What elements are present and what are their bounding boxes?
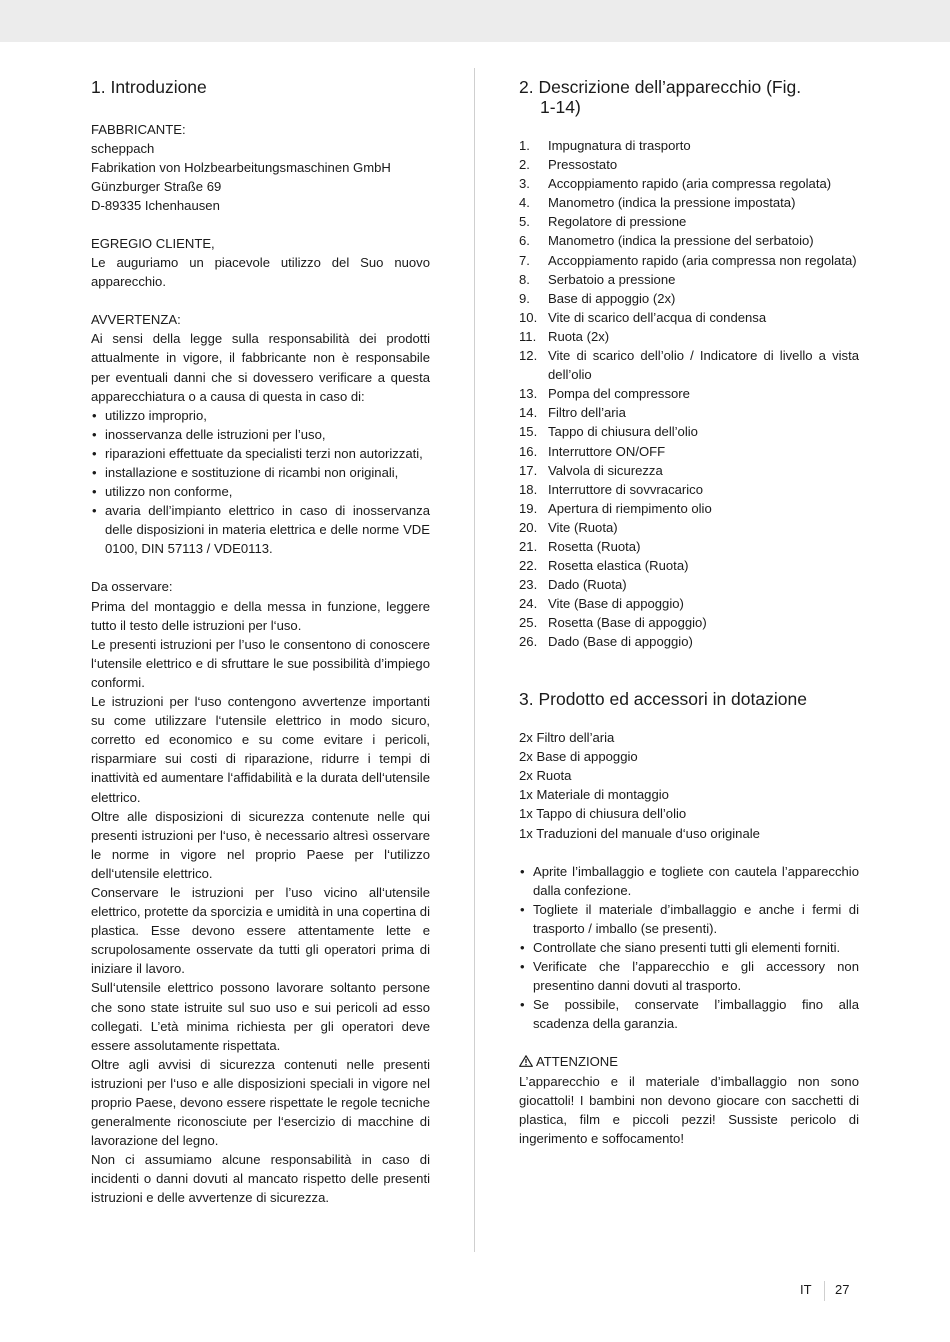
item-number: 1. [519, 138, 530, 153]
item-text: Filtro dell’aria [548, 405, 626, 421]
item-number: 8. [519, 271, 530, 287]
list-item [519, 480, 859, 499]
item-number: 21. [519, 538, 538, 554]
list-item [519, 231, 859, 250]
observe-paragraph: Oltre agli avvisi di sicurezza contenuti nelle presenti istruzioni per l‘uso e alle disposizioni speciali in vigore nel proprio Paese, devono essere rispettate le regole tecniche generalmente riconosciute per l‘esercizio di macchine di lavorazione del legno. [91, 1056, 430, 1149]
list-item [519, 613, 859, 632]
observe-paragraph: Sull‘utensile elettrico possono lavorare soltanto persone che sono state istruite sul suo uso e sui pericoli ad esso collegati. L’età minima richiesta per gli operatori deve essere assolutamente rispettata. [91, 980, 430, 1053]
list-item: • inosservanza delle istruzioni per l’uso, [91, 425, 430, 444]
item-number: 6. [519, 233, 530, 249]
item-number: 15. [519, 424, 538, 440]
item-text: Accoppiamento rapido (aria compressa non regolata) [548, 252, 857, 268]
item-text: Serbatoio a pressione [548, 271, 676, 287]
item-text: Vite (Ruota) [548, 519, 618, 535]
address-line: Günzburger Straße 69 [91, 178, 222, 194]
list-item: • installazione e sostituzione di ricambi non originali, [91, 463, 430, 482]
top-margin-band [0, 0, 950, 42]
list-item: • Controllate che siano presenti tutti gli elementi forniti. [519, 938, 859, 957]
item-number: 26. [519, 634, 538, 650]
list-item: • Togliete il materiale d’imballaggio e anche i fermi di trasporto / imballo (se presenti). [519, 900, 859, 938]
item-text: Regolatore di pressione [548, 214, 687, 230]
item-number: 24. [519, 596, 538, 612]
list-item [519, 499, 859, 518]
observe-paragraph: Le istruzioni per l‘uso contengono avvertenze importanti su come utilizzare l‘utensile elettrico in modo sicuro, corretto ed economico e su come evitare i pericoli, risparmiare sui costi di riparazione, ridurre i tempi di inattività ed aumentare l‘affidabilità e la durata dell‘utensile elettrico. [91, 694, 430, 805]
left-column [91, 78, 430, 1208]
list-item [519, 270, 859, 289]
list-item [519, 422, 859, 441]
item-number: 19. [519, 500, 538, 516]
section-title-introduction: 1. Introduzione [91, 77, 207, 97]
item-number: 7. [519, 252, 530, 268]
unpacking-list [519, 862, 859, 1034]
list-item [519, 518, 859, 537]
observe-paragraph: Non ci assumiamo alcune responsabilità in caso di incidenti o danni dovuti al mancato rispetto delle presenti istruzioni e delle avvertenze di sicurezza. [91, 1152, 430, 1206]
attention-heading [519, 1052, 859, 1071]
item-number: 2. [519, 157, 530, 173]
footer-language-code: IT [800, 1282, 812, 1297]
list-item: 2x Ruota [519, 768, 572, 784]
observe-label: Da osservare: [91, 579, 173, 595]
list-item [519, 327, 859, 346]
item-text: Interruttore di sovvracarico [548, 481, 704, 497]
item-number: 10. [519, 309, 538, 325]
observe-paragraph: Oltre alle disposizioni di sicurezza contenute nelle qui presenti istruzioni per l‘uso, è necessario altresì osservare le norme in vigore nel proprio Paese per l‘utilizzo dell‘utensile elettrico. [91, 808, 430, 881]
list-item [519, 251, 859, 270]
section-title-description-line1: 2. Descrizione dell’apparecchio (Fig. [519, 77, 802, 97]
scope-list [519, 728, 859, 843]
customer-text: Le auguriamo un piacevole utilizzo del Suo nuovo apparecchio. [91, 255, 430, 290]
item-text: Dado (Base di appoggio) [548, 634, 693, 650]
item-text: Vite di scarico dell’acqua di condensa [548, 309, 767, 325]
warning-label: AVVERTENZA: [91, 312, 181, 328]
item-number: 5. [519, 214, 530, 230]
right-column [519, 78, 859, 1148]
list-item: • Se possibile, conservate l’imballaggio fino alla scadenza della garanzia. [519, 995, 859, 1033]
list-item: • utilizzo improprio, [91, 406, 430, 425]
item-text: Impugnatura di trasporto [548, 138, 691, 153]
item-number: 16. [519, 443, 538, 459]
attention-label: ATTENZIONE [536, 1054, 618, 1070]
item-number: 3. [519, 176, 530, 192]
item-text: Rosetta elastica (Ruota) [548, 558, 689, 574]
list-item: 1x Traduzioni del manuale d‘uso originale [519, 825, 760, 841]
list-item [519, 403, 859, 422]
item-number: 12. [519, 348, 538, 364]
list-item: 2x Filtro dell’aria [519, 730, 615, 746]
warning-list [91, 406, 430, 559]
list-item [519, 594, 859, 613]
list-item [519, 556, 859, 575]
list-item: • Verificate che l’apparecchio e gli accessory non presentino danni dovuti al trasporto. [519, 957, 859, 995]
list-item: 1x Tappo di chiusura dell’olio [519, 806, 687, 822]
list-item: 2x Base di appoggio [519, 749, 638, 765]
item-text: Rosetta (Base di appoggio) [548, 615, 707, 631]
footer-separator [824, 1281, 825, 1301]
item-text: Interruttore ON/OFF [548, 443, 666, 459]
item-text: Pressostato [548, 157, 618, 173]
manufacturer-address [91, 139, 430, 215]
item-number: 11. [519, 328, 537, 344]
item-text: Vite (Base di appoggio) [548, 596, 684, 612]
list-item [519, 461, 859, 480]
item-text: Tappo di chiusura dell’olio [548, 424, 698, 440]
list-item: • riparazioni effettuate da specialisti terzi non autorizzati, [91, 444, 430, 463]
item-number: 18. [519, 481, 538, 497]
list-item [519, 289, 859, 308]
list-item [519, 212, 859, 231]
list-item: 1x Materiale di montaggio [519, 787, 669, 803]
observe-paragraph: Prima del montaggio e della messa in funzione, leggere tutto il testo delle istruzioni per l‘uso. [91, 598, 430, 633]
list-item [519, 632, 859, 651]
list-item [519, 155, 859, 174]
address-line: D-89335 Ichenhausen [91, 197, 220, 213]
list-item: • avaria dell’impianto elettrico in caso di inosservanza delle disposizioni in materia elettrica e delle norme VDE 0100, DIN 57113 / VDE0113. [91, 501, 430, 558]
list-item: • utilizzo non conforme, [91, 482, 430, 501]
item-text: Rosetta (Ruota) [548, 538, 641, 554]
parts-list [519, 136, 859, 652]
column-divider [474, 68, 475, 1252]
item-number: 20. [519, 519, 538, 535]
observe-paragraph: Le presenti istruzioni per l’uso le consentono di conoscere l‘utensile elettrico e di sfruttare le sue possibilità d’impiego conformi. [91, 636, 430, 690]
item-text: Base di appoggio (2x) [548, 290, 676, 306]
item-number: 9. [519, 290, 530, 306]
item-text: Pompa del compressore [548, 386, 690, 402]
section-title-description-line2: 1-14) [540, 96, 581, 117]
list-item [519, 537, 859, 556]
item-text: Apertura di riempimento olio [548, 500, 712, 516]
item-number: 22. [519, 558, 538, 574]
section-title-scope-of-delivery: 3. Prodotto ed accessori in dotazione [519, 688, 807, 709]
section-title-description [519, 78, 859, 117]
item-number: 17. [519, 462, 538, 478]
item-number: 25. [519, 615, 538, 631]
list-item [519, 346, 859, 384]
item-text: Dado (Ruota) [548, 577, 627, 593]
list-item: • Aprite l’imballaggio e togliete con cautela l’apparecchio dalla confezione. [519, 862, 859, 900]
item-number: 13. [519, 386, 538, 402]
address-line: scheppach [91, 140, 155, 156]
item-text: Ruota (2x) [548, 328, 610, 344]
warning-triangle-icon [519, 1055, 533, 1067]
item-number: 14. [519, 405, 538, 421]
manufacturer-label: FABBRICANTE: [91, 121, 186, 137]
attention-text: L’apparecchio e il materiale d’imballaggio non sono giocattoli! I bambini non devono giocare con sacchetti di plastica, film e piccoli pezzi! Sussiste pericolo di ingerimento e soffocamento! [519, 1073, 859, 1146]
list-item [519, 575, 859, 594]
item-text: Manometro (indica la pressione impostata) [548, 195, 796, 211]
item-number: 4. [519, 195, 530, 211]
customer-label: EGREGIO CLIENTE, [91, 235, 215, 251]
list-item [519, 384, 859, 403]
list-item [519, 193, 859, 212]
item-text: Accoppiamento rapido (aria compressa regolata) [548, 176, 832, 192]
item-text: Manometro (indica la pressione del serbatoio) [548, 233, 814, 249]
item-text: Valvola di sicurezza [548, 462, 663, 478]
warning-text: Ai sensi della legge sulla responsabilità dei prodotti attualmente in vigore, il fabbricante non è responsabile per eventuali danni che si dovessero verificare a questa apparecchiatura o a causa di questa in caso di: [91, 331, 430, 404]
item-number: 23. [519, 577, 538, 593]
list-item [519, 442, 859, 461]
page-number: 27 [835, 1282, 850, 1297]
observe-paragraph: Conservare le istruzioni per l’uso vicino all‘utensile elettrico, protette da sporcizia e umidità in una copertina di plastica. Esse devono essere attentamente lette e scrupolosamente osservate da tutti gli operatori prima di iniziare il lavoro. [91, 884, 430, 977]
list-item [519, 174, 859, 193]
item-text: Vite di scarico dell’olio / Indicatore di livello a vista dell’olio [548, 348, 859, 383]
list-item [519, 308, 859, 327]
list-item [519, 136, 859, 155]
address-line: Fabrikation von Holzbearbeitungsmaschinen GmbH [91, 159, 391, 175]
